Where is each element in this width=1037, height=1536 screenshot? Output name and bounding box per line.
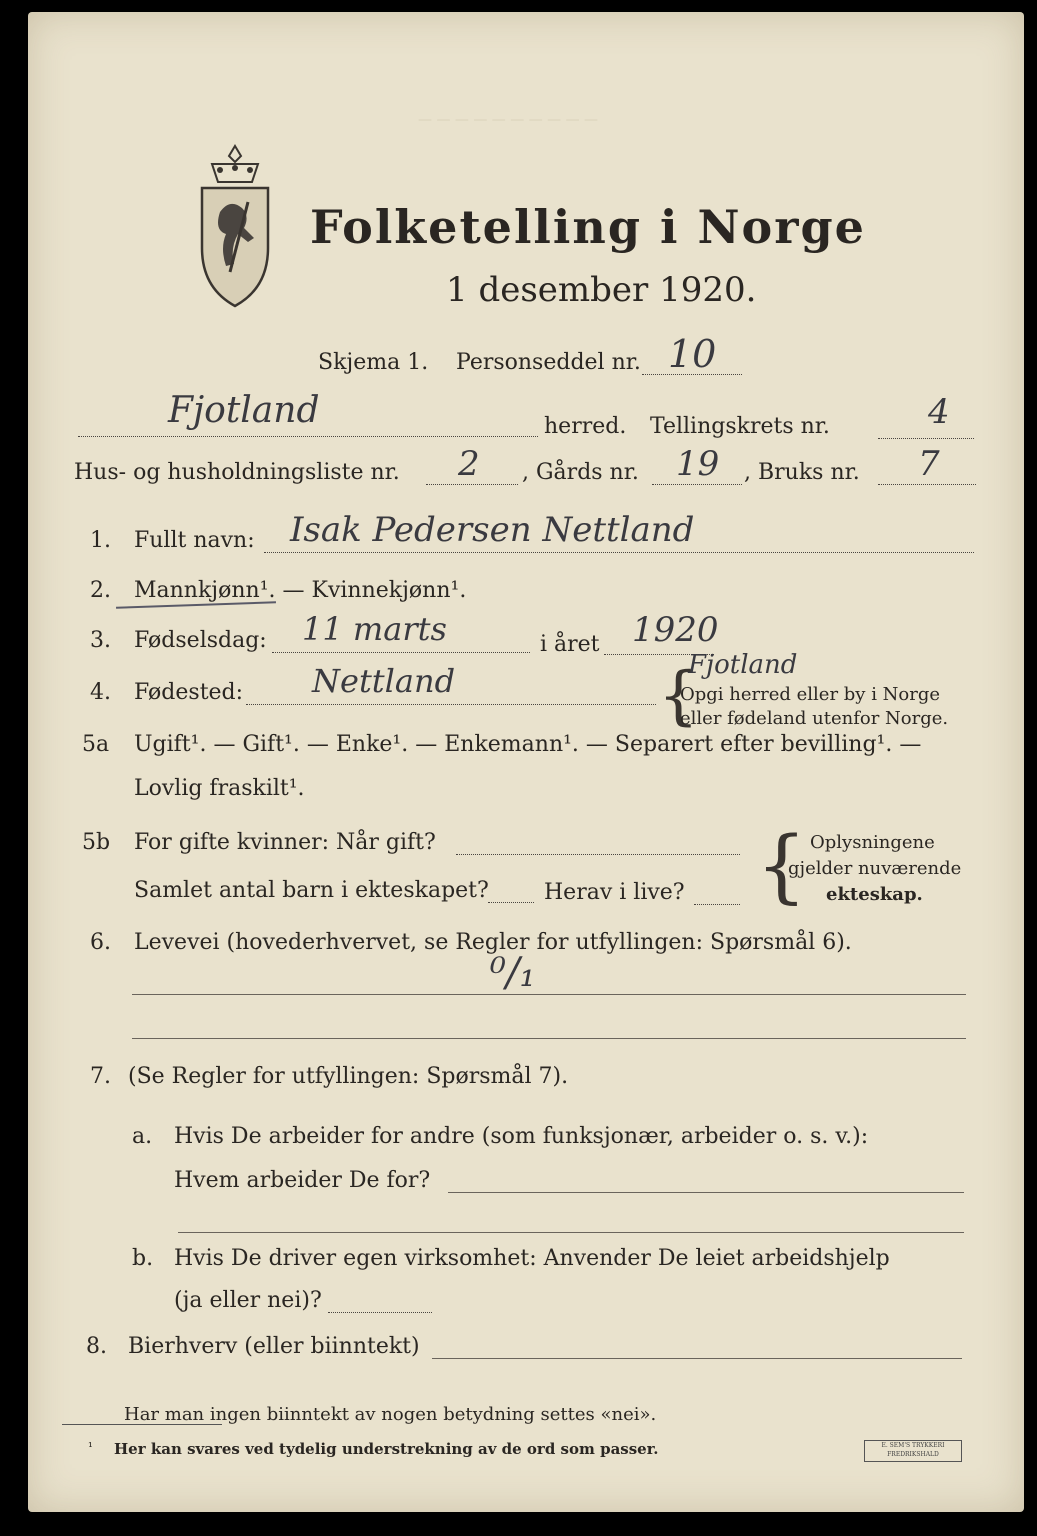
q7b-label: Hvis De driver egen virksomhet: Anvender De leiet arbeidshjelp xyxy=(174,1246,890,1271)
bruks-line xyxy=(878,484,976,485)
personseddel-value[interactable]: 10 xyxy=(668,332,717,376)
herred-line xyxy=(78,436,538,437)
q1-line xyxy=(264,552,974,553)
hus-value[interactable]: 2 xyxy=(458,444,480,484)
gards-label: , Gårds nr. xyxy=(522,460,639,485)
birthday-value[interactable]: 11 marts xyxy=(302,610,447,648)
skjema-label: Skjema 1. xyxy=(318,350,429,375)
marital-status-options[interactable]: Ugift¹. — Gift¹. — Enke¹. — Enkemann¹. — Separert efter bevilling¹. — xyxy=(134,732,922,757)
q2-number: 2. xyxy=(90,578,111,603)
birthplace-note-1: Opgi herred eller by i Norge xyxy=(680,684,941,705)
birthplace-value-2[interactable]: Fjotland xyxy=(688,650,798,680)
occupation-value[interactable]: ⁰/₁ xyxy=(490,950,536,996)
year-label: i året xyxy=(540,632,600,657)
herred-label: herred. xyxy=(544,414,627,439)
footnote-marker: ¹ xyxy=(88,1440,93,1454)
q5b-number: 5b xyxy=(82,830,111,855)
birthplace-note-2: eller fødeland utenfor Norge. xyxy=(680,708,949,729)
q4-line xyxy=(246,704,656,705)
side-income-label: Bierhverv (eller biinntekt) xyxy=(128,1334,420,1359)
q3-number: 3. xyxy=(90,628,111,653)
gards-line xyxy=(652,484,742,485)
birthplace-value[interactable]: Nettland xyxy=(312,662,456,700)
norwegian-coat-of-arms-icon xyxy=(190,142,280,312)
occupation-label: Levevei (hovederhvervet, se Regler for utfyllingen: Spørsmål 6). xyxy=(134,930,852,955)
q7-label: (Se Regler for utfyllingen: Spørsmål 7). xyxy=(128,1064,569,1089)
tellingskrets-line xyxy=(878,438,974,439)
hired-help-label: (ja eller nei)? xyxy=(174,1288,322,1313)
children-count-line xyxy=(488,902,534,903)
q7-number: 7. xyxy=(90,1064,111,1089)
q1-number: 1. xyxy=(90,528,111,553)
q4-label: Fødested: xyxy=(134,680,244,705)
employer-line xyxy=(448,1192,964,1193)
children-count-label: Samlet antal barn i ekteskapet? xyxy=(134,878,489,903)
census-date: 1 desember 1920. xyxy=(446,270,757,310)
occupation-line-1 xyxy=(132,994,966,995)
occupation-line-2 xyxy=(132,1038,966,1039)
marriage-note-1: Oplysningene xyxy=(810,832,935,853)
marital-status-options-2[interactable]: Lovlig fraskilt¹. xyxy=(134,776,305,801)
tellingskrets-value[interactable]: 4 xyxy=(928,392,950,432)
birth-year-value[interactable]: 1920 xyxy=(632,610,719,650)
marriage-note-2: gjelder nuværende xyxy=(788,858,962,879)
full-name-value[interactable]: Isak Pedersen Nettland xyxy=(290,510,695,550)
q3-label: Fødselsdag: xyxy=(134,628,267,653)
side-income-note: Har man ingen biinntekt av nogen betydning settes «nei». xyxy=(124,1404,657,1425)
marriage-brace: { xyxy=(756,819,807,912)
q7a-number: a. xyxy=(132,1124,153,1149)
q7b-number: b. xyxy=(132,1246,154,1271)
married-when-label: For gifte kvinner: Når gift? xyxy=(134,830,436,855)
hired-help-line xyxy=(328,1312,432,1313)
hus-line xyxy=(426,484,518,485)
side-income-line xyxy=(432,1358,962,1359)
employer-line-2 xyxy=(178,1232,964,1233)
employer-label: Hvem arbeider De for? xyxy=(174,1168,431,1193)
children-alive-line xyxy=(694,904,740,905)
q8-number: 8. xyxy=(86,1334,107,1359)
gards-value[interactable]: 19 xyxy=(676,444,720,484)
bruks-label: , Bruks nr. xyxy=(744,460,860,485)
hus-label: Hus- og husholdningsliste nr. xyxy=(74,460,400,485)
printer-stamp: E. SEM'S TRYKKERI FREDRIKSHALD xyxy=(864,1440,962,1462)
q5a-number: 5a xyxy=(82,732,110,757)
footnote-text: Her kan svares ved tydelig understrekning av de ord som passer. xyxy=(114,1440,659,1458)
bleed-through-text: — — — — — — — — — — xyxy=(418,112,599,128)
tellingskrets-label: Tellingskrets nr. xyxy=(650,414,830,439)
q7a-label: Hvis De arbeider for andre (som funksjonær, arbeider o. s. v.): xyxy=(174,1124,869,1149)
q6-number: 6. xyxy=(90,930,111,955)
children-alive-label: Herav i live? xyxy=(544,880,685,905)
marriage-note-3: ekteskap. xyxy=(826,884,923,905)
q4-number: 4. xyxy=(90,680,111,705)
q3-line xyxy=(272,652,530,653)
birthplace-brace: { xyxy=(658,659,699,733)
census-form xyxy=(28,12,1024,1512)
married-when-line xyxy=(456,854,740,855)
form-title: Folketelling i Norge xyxy=(310,200,866,254)
herred-value[interactable]: Fjotland xyxy=(168,390,320,431)
personseddel-label: Personseddel nr. xyxy=(456,350,641,375)
gender-options[interactable]: Mannkjønn¹. — Kvinnekjønn¹. xyxy=(134,578,467,603)
footnote-rule xyxy=(62,1424,222,1425)
bruks-value[interactable]: 7 xyxy=(918,444,940,484)
q1-label: Fullt navn: xyxy=(134,528,255,553)
